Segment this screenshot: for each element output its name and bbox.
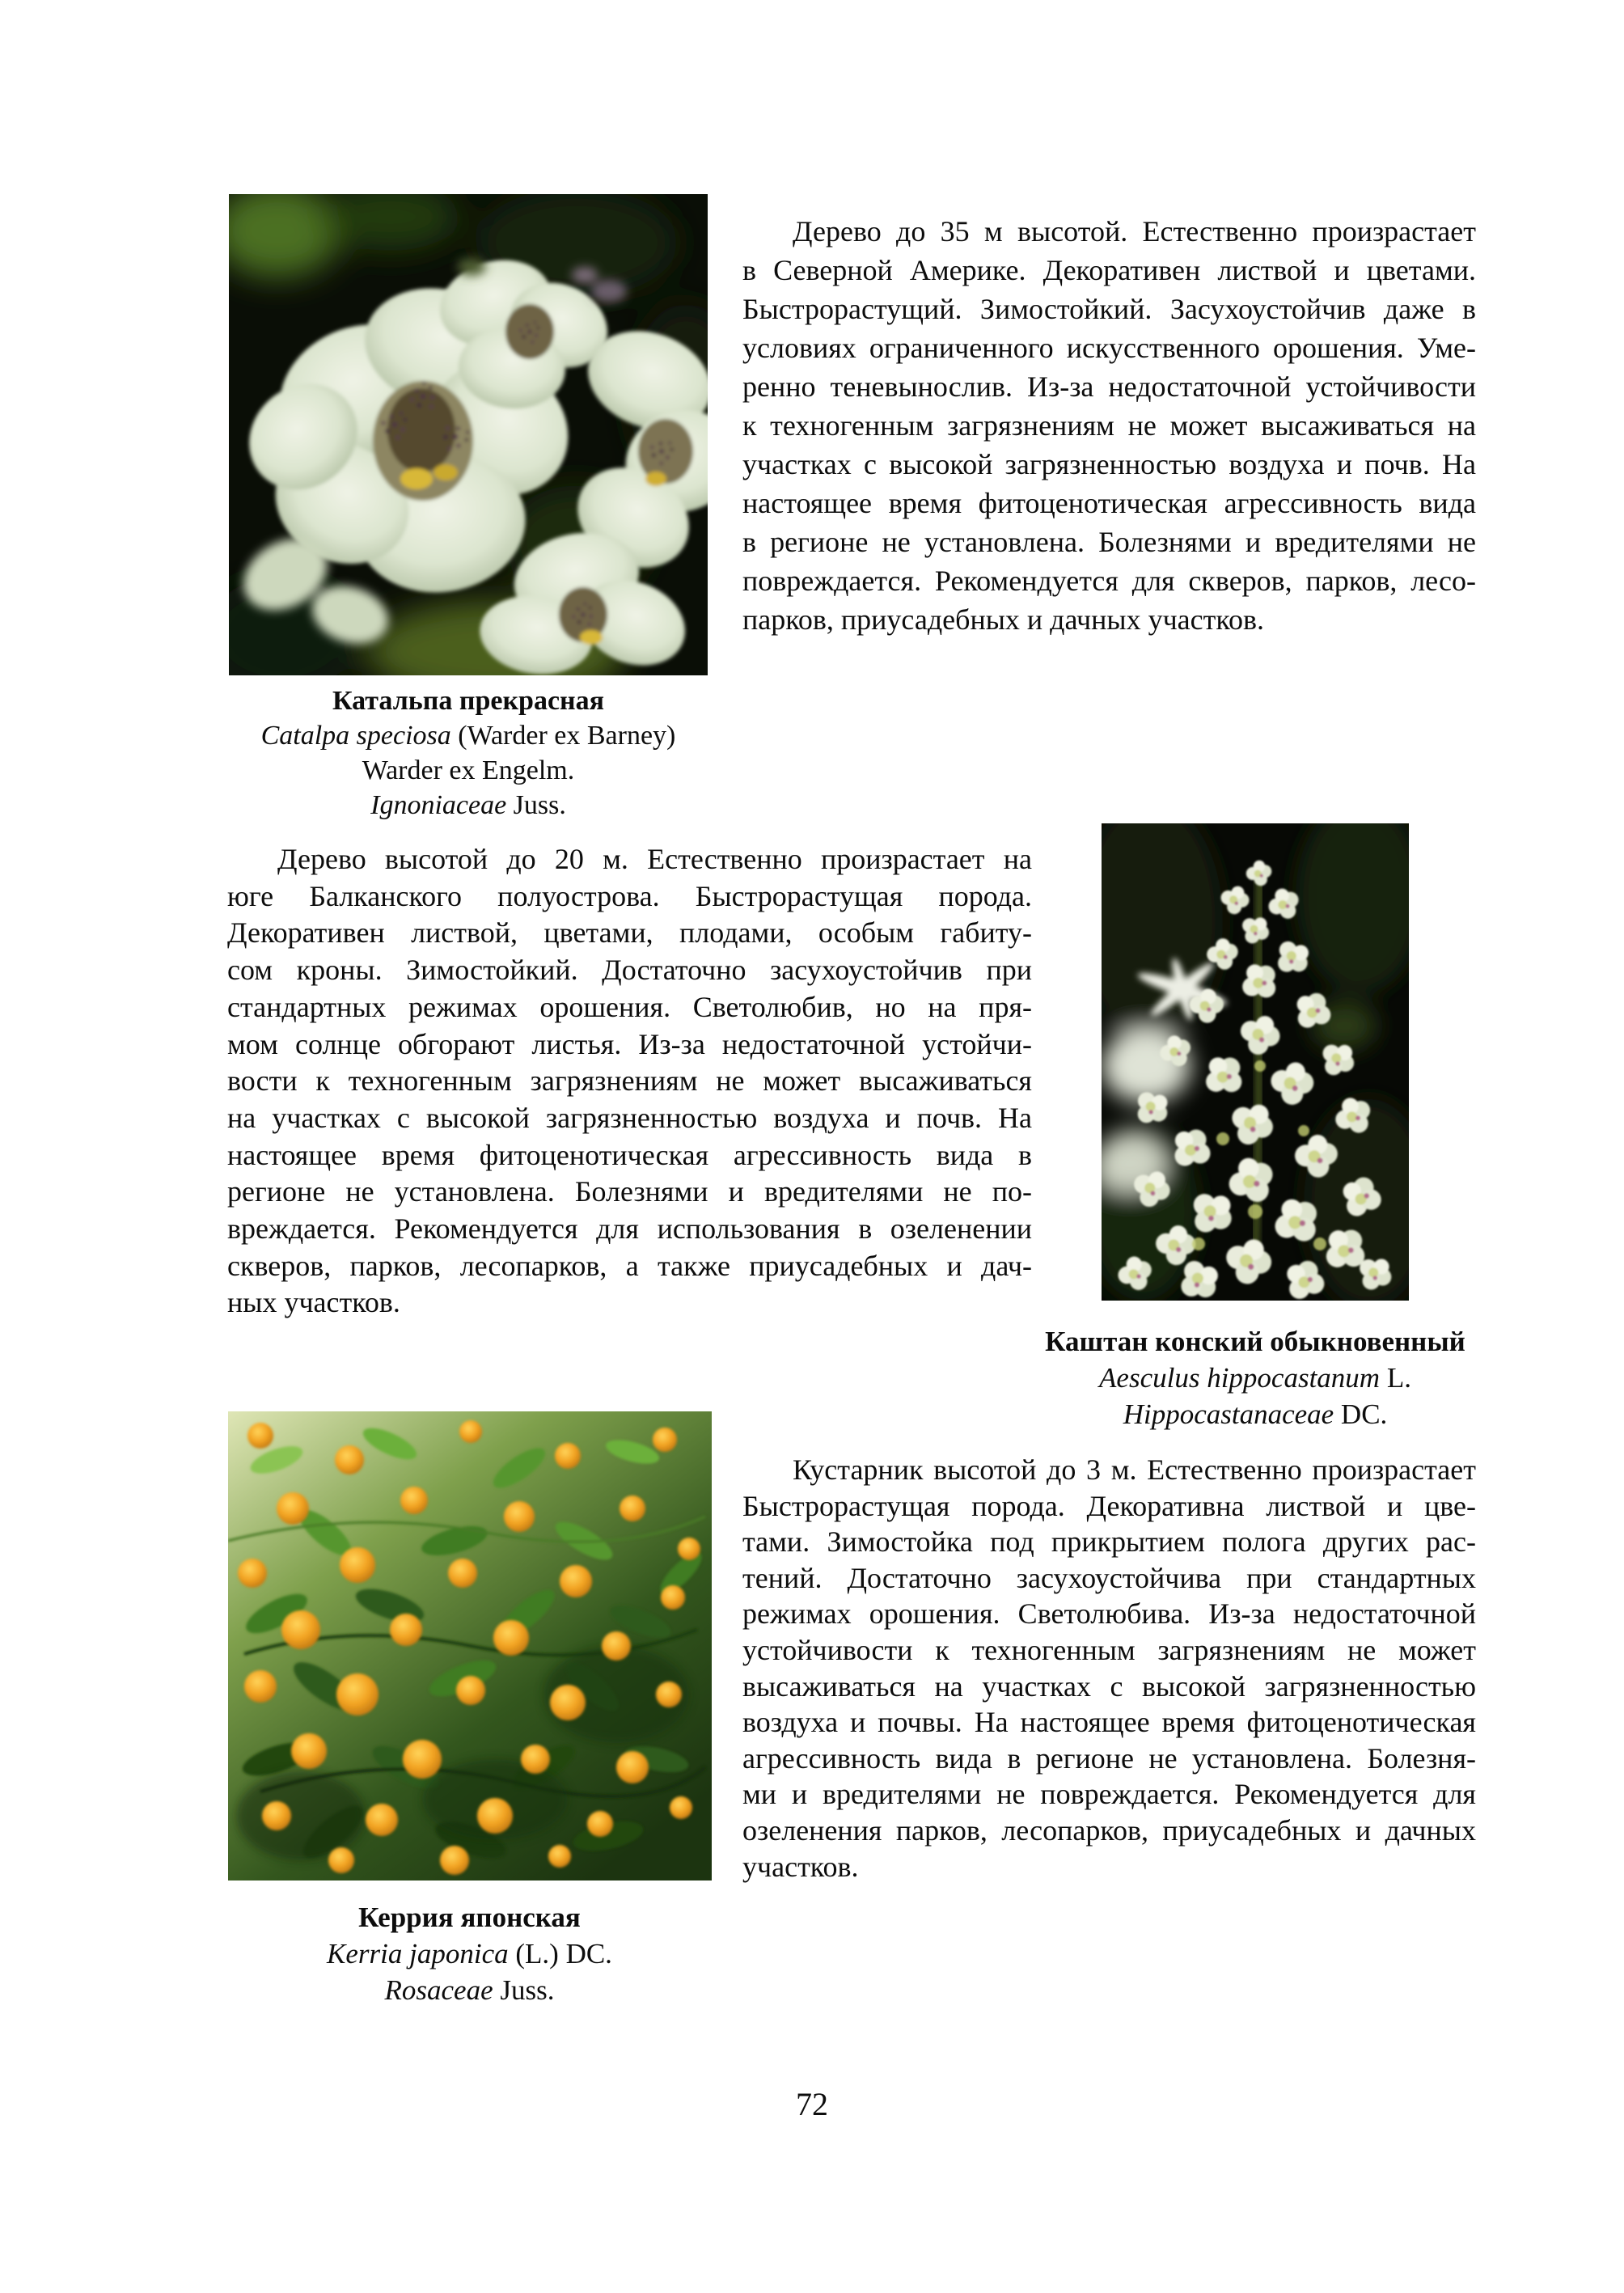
- paragraph-line: сом кроны. Зимостойкий. Достаточно засухоустойчив при: [227, 954, 1032, 987]
- family-name: Hippocastanaceae: [1123, 1398, 1334, 1430]
- catalpa-photo-art: [229, 194, 708, 675]
- species-authority: (L.) DC.: [508, 1938, 612, 1969]
- paragraph-line: настоящее время фитоценотическая агрессивность вида в: [227, 1138, 1032, 1171]
- page-number: 72: [796, 2086, 828, 2122]
- paragraph-line: на участках с высокой загрязненностью воздуха и почв. На: [227, 1101, 1032, 1134]
- family-authority: Juss.: [506, 790, 566, 820]
- paragraph-line: к техногенным загрязнениям не может высаживаться на: [742, 409, 1476, 442]
- caption-species-line: [229, 718, 708, 753]
- paragraph-line: ми и вредителями не повреждается. Рекомендуется для: [742, 1778, 1476, 1811]
- family-authority: Juss.: [493, 1974, 555, 2006]
- authority-text: Warder ex Engelm.: [362, 755, 575, 785]
- species-name: Aesculus hippocastanum: [1099, 1362, 1381, 1394]
- caption-family-line: [229, 1972, 710, 2008]
- paragraph-line: ных участков.: [227, 1286, 400, 1319]
- species-name: Catalpa speciosa: [260, 721, 451, 751]
- horse-chestnut-photo-art: [1102, 823, 1409, 1301]
- caption-title: Керрия японская: [358, 1902, 581, 1933]
- family-name: Ignoniaceae: [370, 790, 507, 820]
- caption-species-line: [1017, 1360, 1494, 1396]
- paragraph-line: ренно теневынослив. Из-за недостаточной устойчивости: [742, 370, 1476, 403]
- paragraph-line: участках с высокой загрязненностью воздуха и почв. На: [742, 448, 1476, 480]
- paragraph-line: озеленения парков, лесопарков, приусадебных и дачных: [742, 1813, 1476, 1847]
- paragraph-line: тений. Достаточно засухоустойчива при стандартных: [742, 1561, 1476, 1594]
- horse-chestnut-caption: [1017, 1323, 1494, 1432]
- kerria-photo: [228, 1411, 712, 1881]
- paragraph-line: тами. Зимостойка под прикрытием полога других рас-: [742, 1525, 1476, 1559]
- species-name: Kerria japonica: [327, 1938, 509, 1969]
- caption-family-line: [229, 788, 708, 823]
- paragraph-line: в регионе не установлена. Болезнями и вредителями не: [742, 526, 1476, 558]
- paragraph-line: повреждается. Рекомендуется для скверов, парков, лесо-: [742, 565, 1476, 597]
- paragraph-line: устойчивости к техногенным загрязнениям не может: [742, 1633, 1476, 1666]
- paragraph-line: воздуха и почвы. На настоящее время фитоценотическая: [742, 1706, 1476, 1739]
- horse-chestnut-photo: [1102, 823, 1409, 1301]
- kerria-description: [742, 1452, 1476, 1885]
- paragraph-line: Декоративен листвой, цветами, плодами, особым габиту-: [227, 916, 1032, 950]
- paragraph-line: вреждается. Рекомендуется для использования в озеленении: [227, 1212, 1032, 1246]
- paragraph-line: Кустарник высотой до 3 м. Естественно произрастает: [793, 1453, 1476, 1486]
- paragraph-line: в Северной Америке. Декоративен листвой и цветами.: [742, 254, 1476, 286]
- family-authority: DC.: [1334, 1398, 1388, 1430]
- kerria-caption: [229, 1899, 710, 2008]
- paragraph-line: мом солнце обгорают листья. Из-за недостаточной устойчи-: [227, 1027, 1032, 1060]
- paragraph-line: участков.: [742, 1850, 859, 1883]
- paragraph-line: настоящее время фитоценотическая агрессивность вида: [742, 487, 1476, 519]
- paragraph-line: вости к техногенным загрязнениям не может высаживаться: [227, 1064, 1032, 1098]
- kerria-photo-art: [228, 1411, 712, 1881]
- caption-authority-line: [229, 753, 708, 788]
- caption-title: Каштан конский обыкновенный: [1045, 1326, 1465, 1357]
- caption-title: Катальпа прекрасная: [332, 686, 605, 716]
- family-name: Rosaceae: [384, 1974, 493, 2006]
- paragraph-line: парков, приусадебных и дачных участков.: [742, 603, 1265, 636]
- catalpa-photo: [229, 194, 708, 675]
- catalpa-description: [742, 212, 1476, 639]
- caption-family-line: [1017, 1396, 1494, 1432]
- chestnut-description: [227, 841, 1032, 1322]
- paragraph-line: Дерево высотой до 20 м. Естественно произрастает на: [277, 843, 1032, 875]
- caption-species-line: [229, 1936, 710, 1972]
- paragraph-line: режимах орошения. Светолюбива. Из-за недостаточной: [742, 1597, 1476, 1631]
- paragraph-line: Дерево до 35 м высотой. Естественно произрастает: [793, 215, 1476, 247]
- catalpa-caption: [229, 683, 708, 823]
- paragraph-line: стандартных режимах орошения. Светолюбив, но на пря-: [227, 990, 1032, 1023]
- paragraph-line: условиях ограниченного искусственного орошения. Уме-: [742, 332, 1476, 364]
- paragraph-line: агрессивность вида в регионе не установлена. Болезня-: [742, 1741, 1476, 1775]
- paragraph-line: высаживаться на участках с высокой загрязненностью: [742, 1669, 1476, 1703]
- species-authority: (Warder ex Barney): [450, 721, 676, 751]
- paragraph-line: скверов, парков, лесопарков, а также приусадебных и дач-: [227, 1249, 1032, 1282]
- paragraph-line: юге Балканского полуострова. Быстрорастущая порода.: [227, 879, 1032, 912]
- paragraph-line: Быстрорастущая порода. Декоративна листвой и цве-: [742, 1489, 1476, 1522]
- species-authority: L.: [1380, 1362, 1411, 1394]
- paragraph-line: Быстрорастущий. Зимостойкий. Засухоустойчив даже в: [742, 293, 1476, 325]
- paragraph-line: регионе не установлена. Болезнями и вредителями не по-: [227, 1175, 1032, 1208]
